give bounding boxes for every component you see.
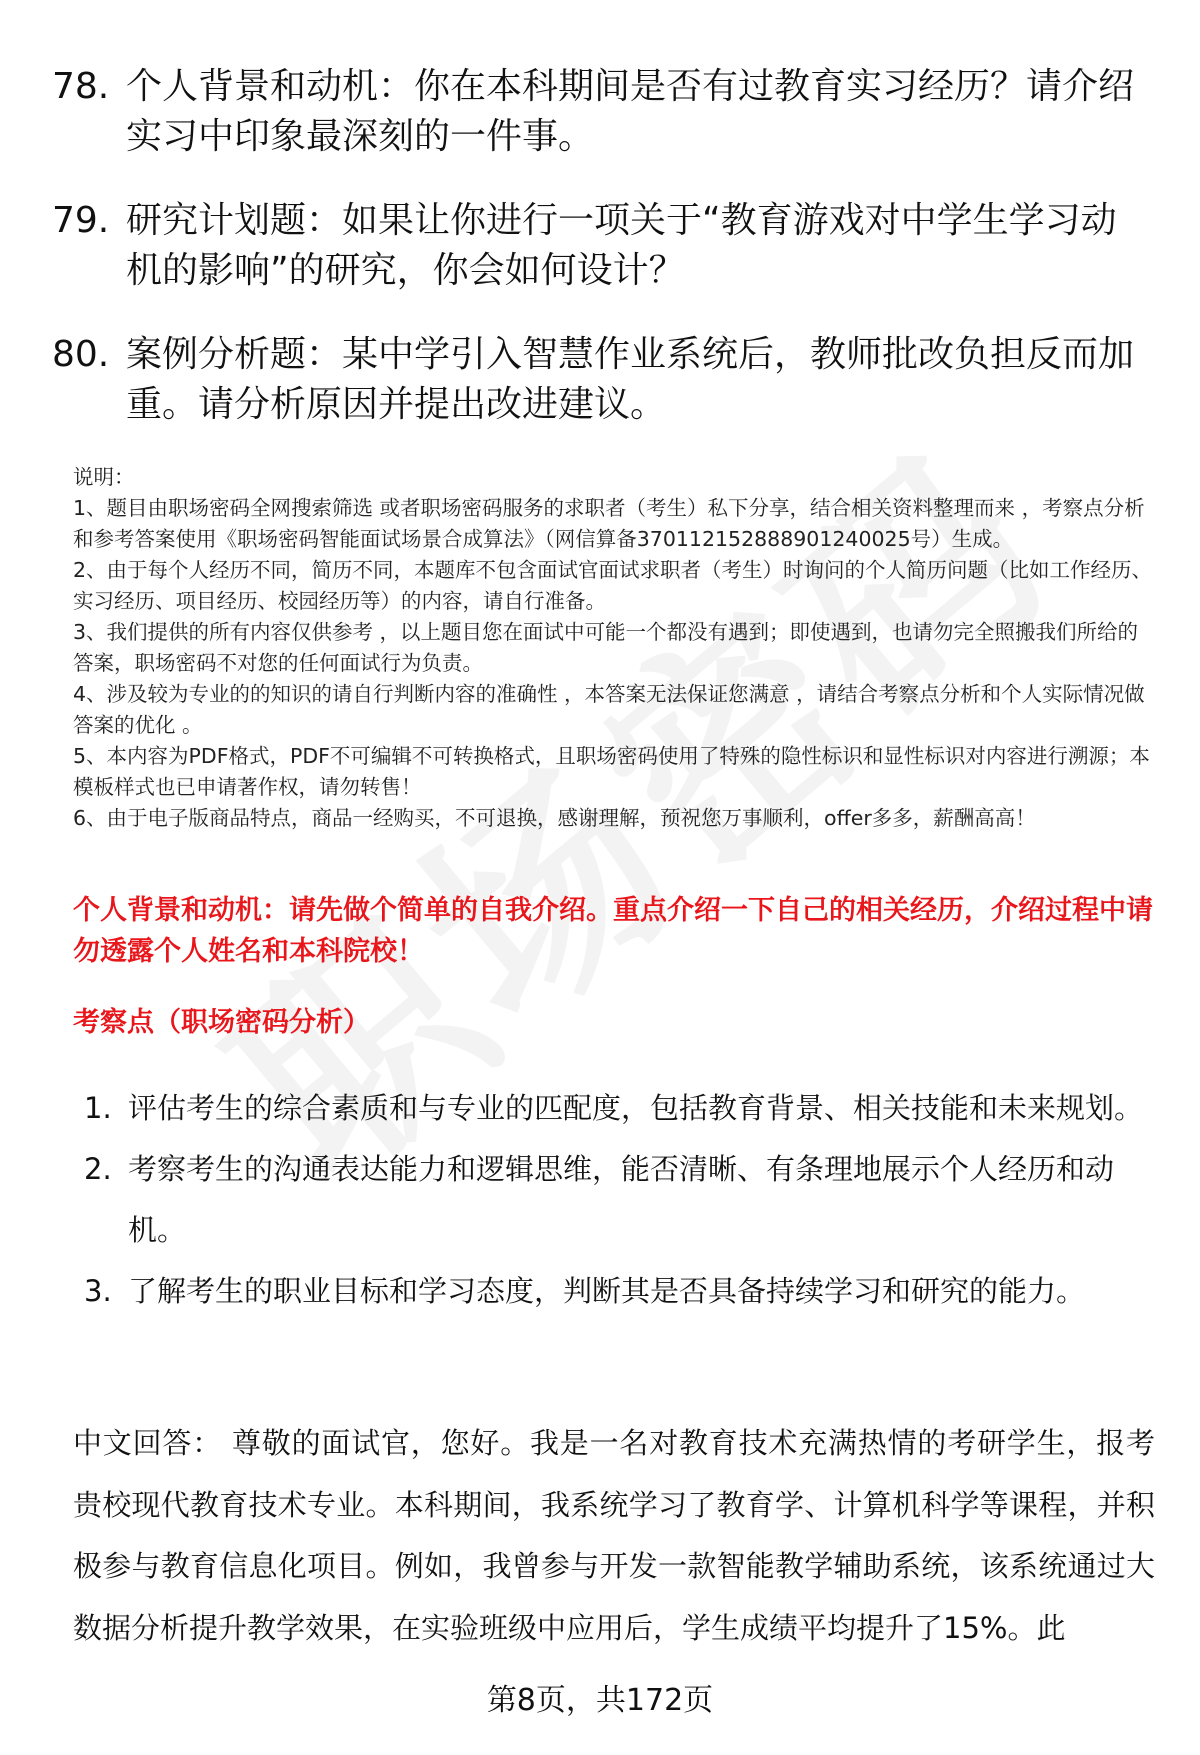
list-item [84, 1078, 1144, 1139]
list-number: 2. [84, 1152, 112, 1186]
focus-points-list [84, 1078, 1144, 1322]
answer-paragraph: 中文回答： 尊敬的面试官，您好。我是一名对教育技术充满热情的考研学生，报考贵校现代教育技术专业。本科期间，我系统学习了教育学、计算机科学等课程，并积极参与教育信息化项目。例如，我曾参与开发一款智能教学辅助系统，该系统通过大数据分析提升教学效果，在实验班级中应用后，学生成绩平均提升了15%。此 [73, 1426, 1155, 1645]
note-item: 6、由于电子版商品特点，商品一经购买，不可退换，感谢理解，预祝您万事顺利，offer多多，薪酬高高！ [73, 806, 1036, 830]
notes-title: 说明： [73, 465, 135, 489]
question-text: 个人背景和动机：你在本科期间是否有过教育实习经历？请介绍实习中印象最深刻的一件事。 [126, 66, 1135, 157]
question-79 [52, 196, 1152, 296]
section-title: 个人背景和动机：请先做个简单的自我介绍。重点介绍一下自己的相关经历，介绍过程中请勿透露个人姓名和本科院校！ [73, 895, 1153, 967]
question-80 [52, 330, 1152, 430]
question-number: 80. [52, 334, 110, 375]
list-text: 考察考生的沟通表达能力和逻辑思维，能否清晰、有条理地展示个人经历和动机。 [128, 1152, 1115, 1247]
note-item: 5、本内容为PDF格式，PDF不可编辑不可转换格式，且职场密码使用了特殊的隐性标识和显性标识对内容进行溯源；本模板样式也已申请著作权，请勿转售！ [73, 744, 1150, 799]
list-number: 3. [84, 1274, 112, 1308]
list-text: 了解考生的职业目标和学习态度，判断其是否具备持续学习和研究的能力。 [128, 1274, 1086, 1308]
question-number: 78. [52, 66, 110, 107]
note-item: 3、我们提供的所有内容仅供参考 ，以上题目您在面试中可能一个都没有遇到；即使遇到，也请勿完全照搬我们所给的答案，职场密码不对您的任何面试行为负责。 [73, 620, 1139, 675]
question-78 [52, 62, 1152, 162]
list-number: 1. [84, 1091, 112, 1125]
list-item [84, 1261, 1144, 1322]
note-item: 1、题目由职场密码全网搜索筛选 或者职场密码服务的求职者（考生）私下分享，结合相关资料整理而来 ，考察点分析和参考答案使用《职场密码智能面试场景合成算法》（网信算备370112152888901240025号）生成。 [73, 496, 1145, 551]
question-number: 79. [52, 200, 110, 241]
question-text: 案例分析题：某中学引入智慧作业系统后，教师批改负担反而加重。请分析原因并提出改进建议。 [126, 334, 1135, 425]
notes-block [73, 462, 1153, 834]
list-text: 评估考生的综合素质和与专业的匹配度，包括教育背景、相关技能和未来规划。 [128, 1091, 1144, 1125]
question-text: 研究计划题：如果让你进行一项关于“教育游戏对中学生学习动机的影响”的研究，你会如何设计？ [126, 200, 1117, 291]
note-item: 4、涉及较为专业的的知识的请自行判断内容的准确性 ，本答案无法保证您满意 ，请结合考察点分析和个人实际情况做答案的优化 。 [73, 682, 1145, 737]
note-item: 2、由于每个人经历不同，简历不同，本题库不包含面试官面试求职者（考生）时询问的个人简历问题（比如工作经历、实习经历、项目经历、校园经历等）的内容，请自行准备。 [73, 558, 1153, 613]
list-item [84, 1139, 1144, 1261]
focus-title: 考察点（职场密码分析） [73, 1007, 370, 1038]
page-number: 第8页，共172页 [486, 1683, 714, 1718]
